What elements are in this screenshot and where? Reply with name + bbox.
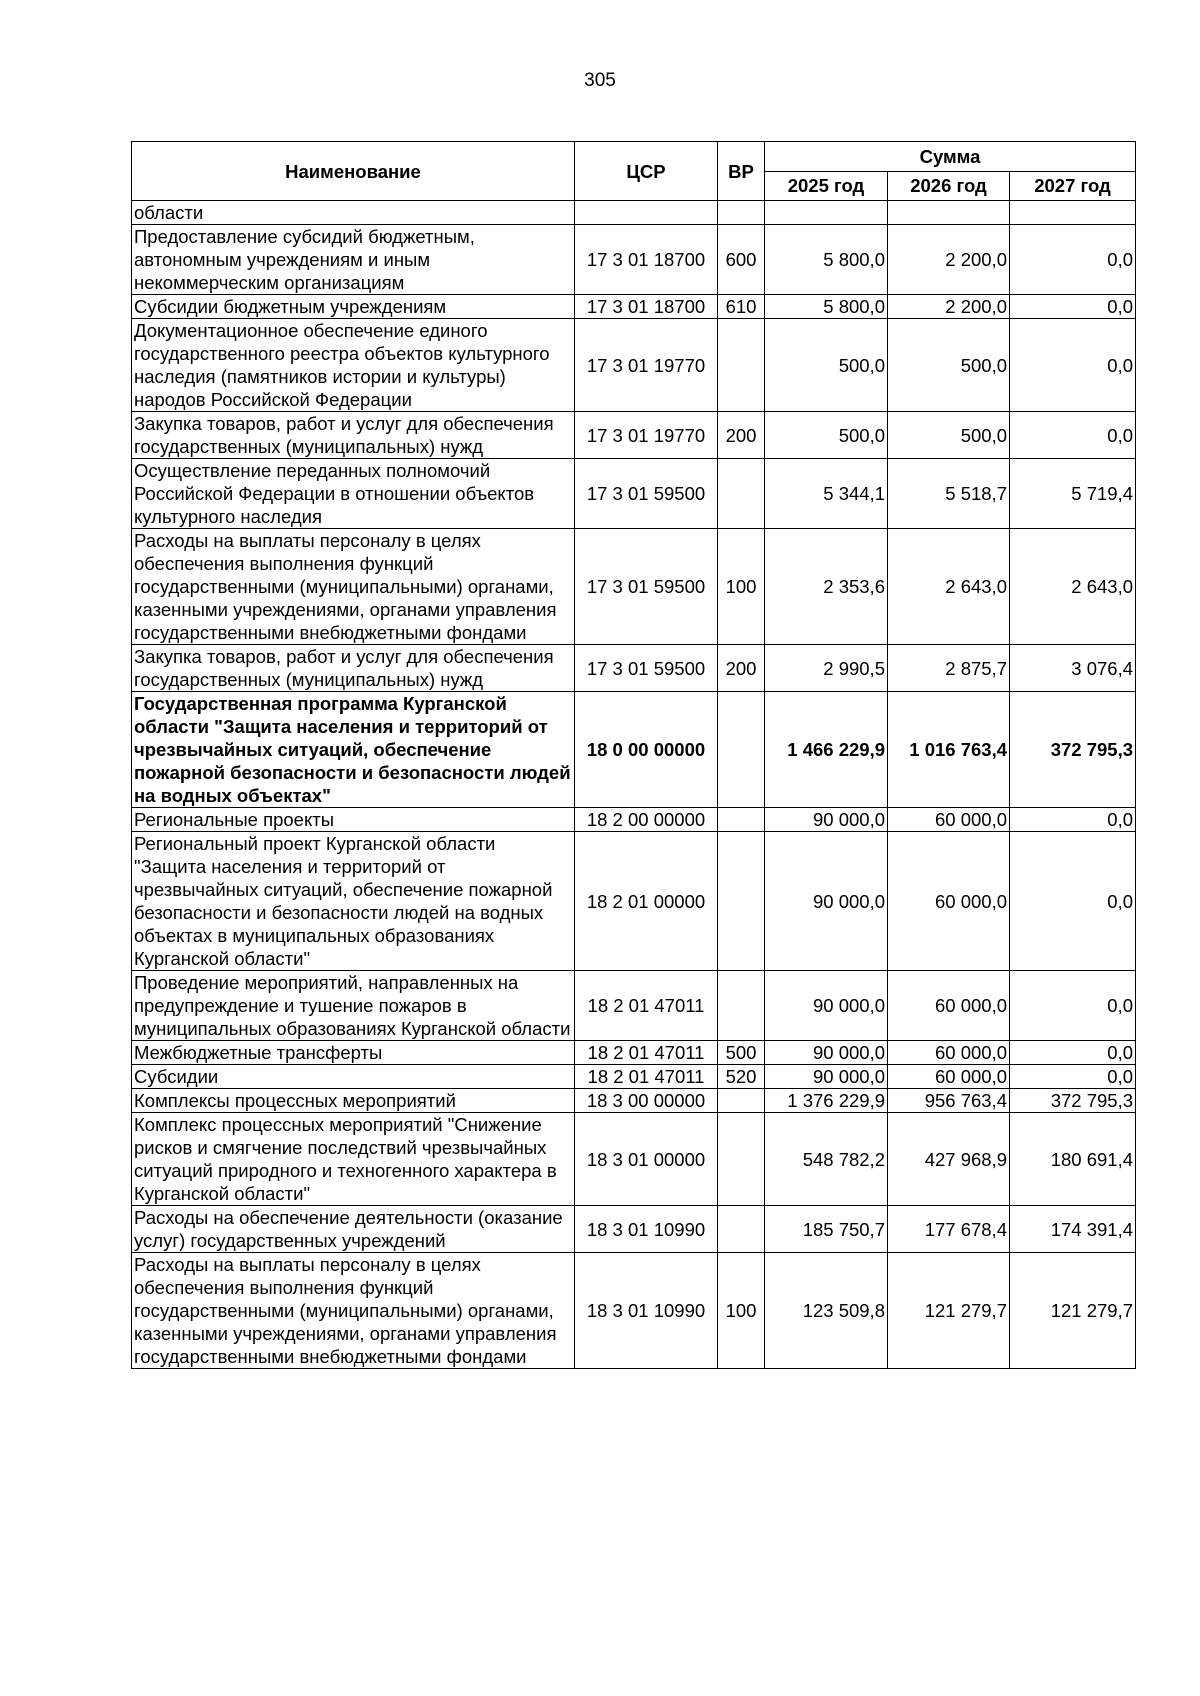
row-vr: 200 <box>718 645 765 692</box>
table-row <box>132 201 1136 225</box>
row-sum-2025: 90 000,0 <box>765 971 888 1041</box>
row-sum-2027: 121 279,7 <box>1010 1253 1136 1369</box>
row-vr <box>718 201 765 225</box>
table-row <box>132 692 1136 808</box>
row-sum-2025: 5 800,0 <box>765 295 888 319</box>
row-name: Закупка товаров, работ и услуг для обеспечения государственных (муниципальных) нужд <box>132 645 575 692</box>
table-row <box>132 645 1136 692</box>
row-csr: 17 3 01 59500 <box>575 645 718 692</box>
row-sum-2026: 956 763,4 <box>888 1089 1010 1113</box>
row-csr: 18 2 01 47011 <box>575 1065 718 1089</box>
row-sum-2027: 0,0 <box>1010 832 1136 971</box>
table-row <box>132 1113 1136 1206</box>
row-vr: 100 <box>718 529 765 645</box>
row-sum-2027: 0,0 <box>1010 1065 1136 1089</box>
row-csr: 18 2 01 00000 <box>575 832 718 971</box>
table-row <box>132 1041 1136 1065</box>
row-name: Расходы на выплаты персоналу в целях обеспечения выполнения функций государственными (муниципальными) органами, казенными учреждениями, органами управления государственными внебюджетными фондами <box>132 1253 575 1369</box>
header-year-2027: 2027 год <box>1010 171 1136 201</box>
row-csr: 18 3 01 00000 <box>575 1113 718 1206</box>
row-csr <box>575 201 718 225</box>
row-vr <box>718 971 765 1041</box>
row-sum-2027: 3 076,4 <box>1010 645 1136 692</box>
row-sum-2025: 1 376 229,9 <box>765 1089 888 1113</box>
table-row <box>132 412 1136 459</box>
row-name: Предоставление субсидий бюджетным, автономным учреждениям и иным некоммерческим организациям <box>132 225 575 295</box>
row-name: Межбюджетные трансферты <box>132 1041 575 1065</box>
row-name: Государственная программа Курганской области "Защита населения и территорий от чрезвычайных ситуаций, обеспечение пожарной безопасности и безопасности людей на водных объектах" <box>132 692 575 808</box>
row-sum-2026: 2 643,0 <box>888 529 1010 645</box>
table-row <box>132 459 1136 529</box>
row-sum-2027: 0,0 <box>1010 225 1136 295</box>
row-csr: 18 3 01 10990 <box>575 1206 718 1253</box>
row-csr: 17 3 01 19770 <box>575 319 718 412</box>
row-vr: 600 <box>718 225 765 295</box>
row-sum-2026: 2 200,0 <box>888 225 1010 295</box>
row-sum-2027: 0,0 <box>1010 971 1136 1041</box>
header-name: Наименование <box>132 142 575 201</box>
budget-table <box>131 141 1136 1369</box>
table-row <box>132 1253 1136 1369</box>
row-name: Закупка товаров, работ и услуг для обеспечения государственных (муниципальных) нужд <box>132 412 575 459</box>
row-csr: 18 2 00 00000 <box>575 808 718 832</box>
row-sum-2025: 90 000,0 <box>765 1065 888 1089</box>
row-sum-2025: 90 000,0 <box>765 808 888 832</box>
header-csr: ЦСР <box>575 142 718 201</box>
row-name: Расходы на выплаты персоналу в целях обеспечения выполнения функций государственными (муниципальными) органами, казенными учреждениями, органами управления государственными внебюджетными фондами <box>132 529 575 645</box>
header-year-2025: 2025 год <box>765 171 888 201</box>
page-number: 305 <box>584 70 616 91</box>
row-sum-2026: 60 000,0 <box>888 808 1010 832</box>
row-sum-2025: 185 750,7 <box>765 1206 888 1253</box>
row-vr: 500 <box>718 1041 765 1065</box>
row-sum-2026: 427 968,9 <box>888 1113 1010 1206</box>
row-sum-2025: 5 800,0 <box>765 225 888 295</box>
row-csr: 18 2 01 47011 <box>575 971 718 1041</box>
row-sum-2025: 123 509,8 <box>765 1253 888 1369</box>
row-sum-2026: 500,0 <box>888 319 1010 412</box>
row-name: Проведение мероприятий, направленных на предупреждение и тушение пожаров в муниципальных образованиях Курганской области <box>132 971 575 1041</box>
row-csr: 17 3 01 59500 <box>575 459 718 529</box>
row-sum-2027: 5 719,4 <box>1010 459 1136 529</box>
row-sum-2026: 60 000,0 <box>888 832 1010 971</box>
row-vr <box>718 832 765 971</box>
row-name: Субсидии <box>132 1065 575 1089</box>
row-sum-2025: 90 000,0 <box>765 832 888 971</box>
row-csr: 17 3 01 18700 <box>575 225 718 295</box>
row-sum-2027: 2 643,0 <box>1010 529 1136 645</box>
row-name: области <box>132 201 575 225</box>
row-sum-2027: 174 391,4 <box>1010 1206 1136 1253</box>
row-sum-2026: 60 000,0 <box>888 971 1010 1041</box>
row-vr: 610 <box>718 295 765 319</box>
row-sum-2027: 0,0 <box>1010 295 1136 319</box>
row-sum-2027: 372 795,3 <box>1010 692 1136 808</box>
row-sum-2025: 90 000,0 <box>765 1041 888 1065</box>
row-sum-2025 <box>765 201 888 225</box>
row-csr: 18 2 01 47011 <box>575 1041 718 1065</box>
row-name: Региональные проекты <box>132 808 575 832</box>
table-row <box>132 319 1136 412</box>
row-vr: 200 <box>718 412 765 459</box>
row-vr <box>718 692 765 808</box>
header-vr: ВР <box>718 142 765 201</box>
row-sum-2027: 0,0 <box>1010 808 1136 832</box>
table-row <box>132 1206 1136 1253</box>
table-row <box>132 832 1136 971</box>
row-sum-2026: 500,0 <box>888 412 1010 459</box>
row-sum-2027: 372 795,3 <box>1010 1089 1136 1113</box>
row-sum-2026: 60 000,0 <box>888 1041 1010 1065</box>
header-sum: Сумма <box>765 142 1136 172</box>
table-row <box>132 529 1136 645</box>
row-sum-2025: 548 782,2 <box>765 1113 888 1206</box>
row-sum-2025: 500,0 <box>765 319 888 412</box>
row-name: Субсидии бюджетным учреждениям <box>132 295 575 319</box>
row-sum-2026: 5 518,7 <box>888 459 1010 529</box>
row-vr <box>718 1089 765 1113</box>
row-sum-2025: 2 353,6 <box>765 529 888 645</box>
row-sum-2027: 0,0 <box>1010 319 1136 412</box>
row-vr: 520 <box>718 1065 765 1089</box>
row-name: Комплекс процессных мероприятий "Снижение рисков и смягчение последствий чрезвычайных ситуаций природного и техногенного характера в Курганской области" <box>132 1113 575 1206</box>
row-vr <box>718 1113 765 1206</box>
row-name: Документационное обеспечение единого государственного реестра объектов культурного наследия (памятников истории и культуры) народов Российской Федерации <box>132 319 575 412</box>
row-csr: 18 3 01 10990 <box>575 1253 718 1369</box>
row-sum-2027: 180 691,4 <box>1010 1113 1136 1206</box>
row-vr: 100 <box>718 1253 765 1369</box>
table-header <box>132 142 1136 201</box>
row-vr <box>718 459 765 529</box>
row-sum-2026: 60 000,0 <box>888 1065 1010 1089</box>
row-csr: 17 3 01 19770 <box>575 412 718 459</box>
header-year-2026: 2026 год <box>888 171 1010 201</box>
row-csr: 18 3 00 00000 <box>575 1089 718 1113</box>
row-name: Осуществление переданных полномочий Российской Федерации в отношении объектов культурного наследия <box>132 459 575 529</box>
row-sum-2025: 5 344,1 <box>765 459 888 529</box>
row-csr: 17 3 01 18700 <box>575 295 718 319</box>
row-sum-2027: 0,0 <box>1010 412 1136 459</box>
row-sum-2026 <box>888 201 1010 225</box>
row-sum-2027 <box>1010 201 1136 225</box>
row-vr <box>718 1206 765 1253</box>
row-sum-2026: 177 678,4 <box>888 1206 1010 1253</box>
row-sum-2026: 1 016 763,4 <box>888 692 1010 808</box>
row-vr <box>718 808 765 832</box>
row-sum-2025: 500,0 <box>765 412 888 459</box>
row-name: Расходы на обеспечение деятельности (оказание услуг) государственных учреждений <box>132 1206 575 1253</box>
table-row <box>132 295 1136 319</box>
row-name: Комплексы процессных мероприятий <box>132 1089 575 1113</box>
row-sum-2026: 2 875,7 <box>888 645 1010 692</box>
row-sum-2027: 0,0 <box>1010 1041 1136 1065</box>
row-csr: 17 3 01 59500 <box>575 529 718 645</box>
row-sum-2025: 2 990,5 <box>765 645 888 692</box>
row-name: Региональный проект Курганской области "Защита населения и территорий от чрезвычайных ситуаций, обеспечение пожарной безопасности и безопасности людей на водных объектах в муниципальных образованиях Курганской области" <box>132 832 575 971</box>
table-row <box>132 225 1136 295</box>
row-vr <box>718 319 765 412</box>
row-sum-2025: 1 466 229,9 <box>765 692 888 808</box>
table-row <box>132 1089 1136 1113</box>
table-body <box>132 201 1136 1369</box>
table-row <box>132 808 1136 832</box>
table-row <box>132 1065 1136 1089</box>
row-sum-2026: 121 279,7 <box>888 1253 1010 1369</box>
table-row <box>132 971 1136 1041</box>
row-csr: 18 0 00 00000 <box>575 692 718 808</box>
row-sum-2026: 2 200,0 <box>888 295 1010 319</box>
